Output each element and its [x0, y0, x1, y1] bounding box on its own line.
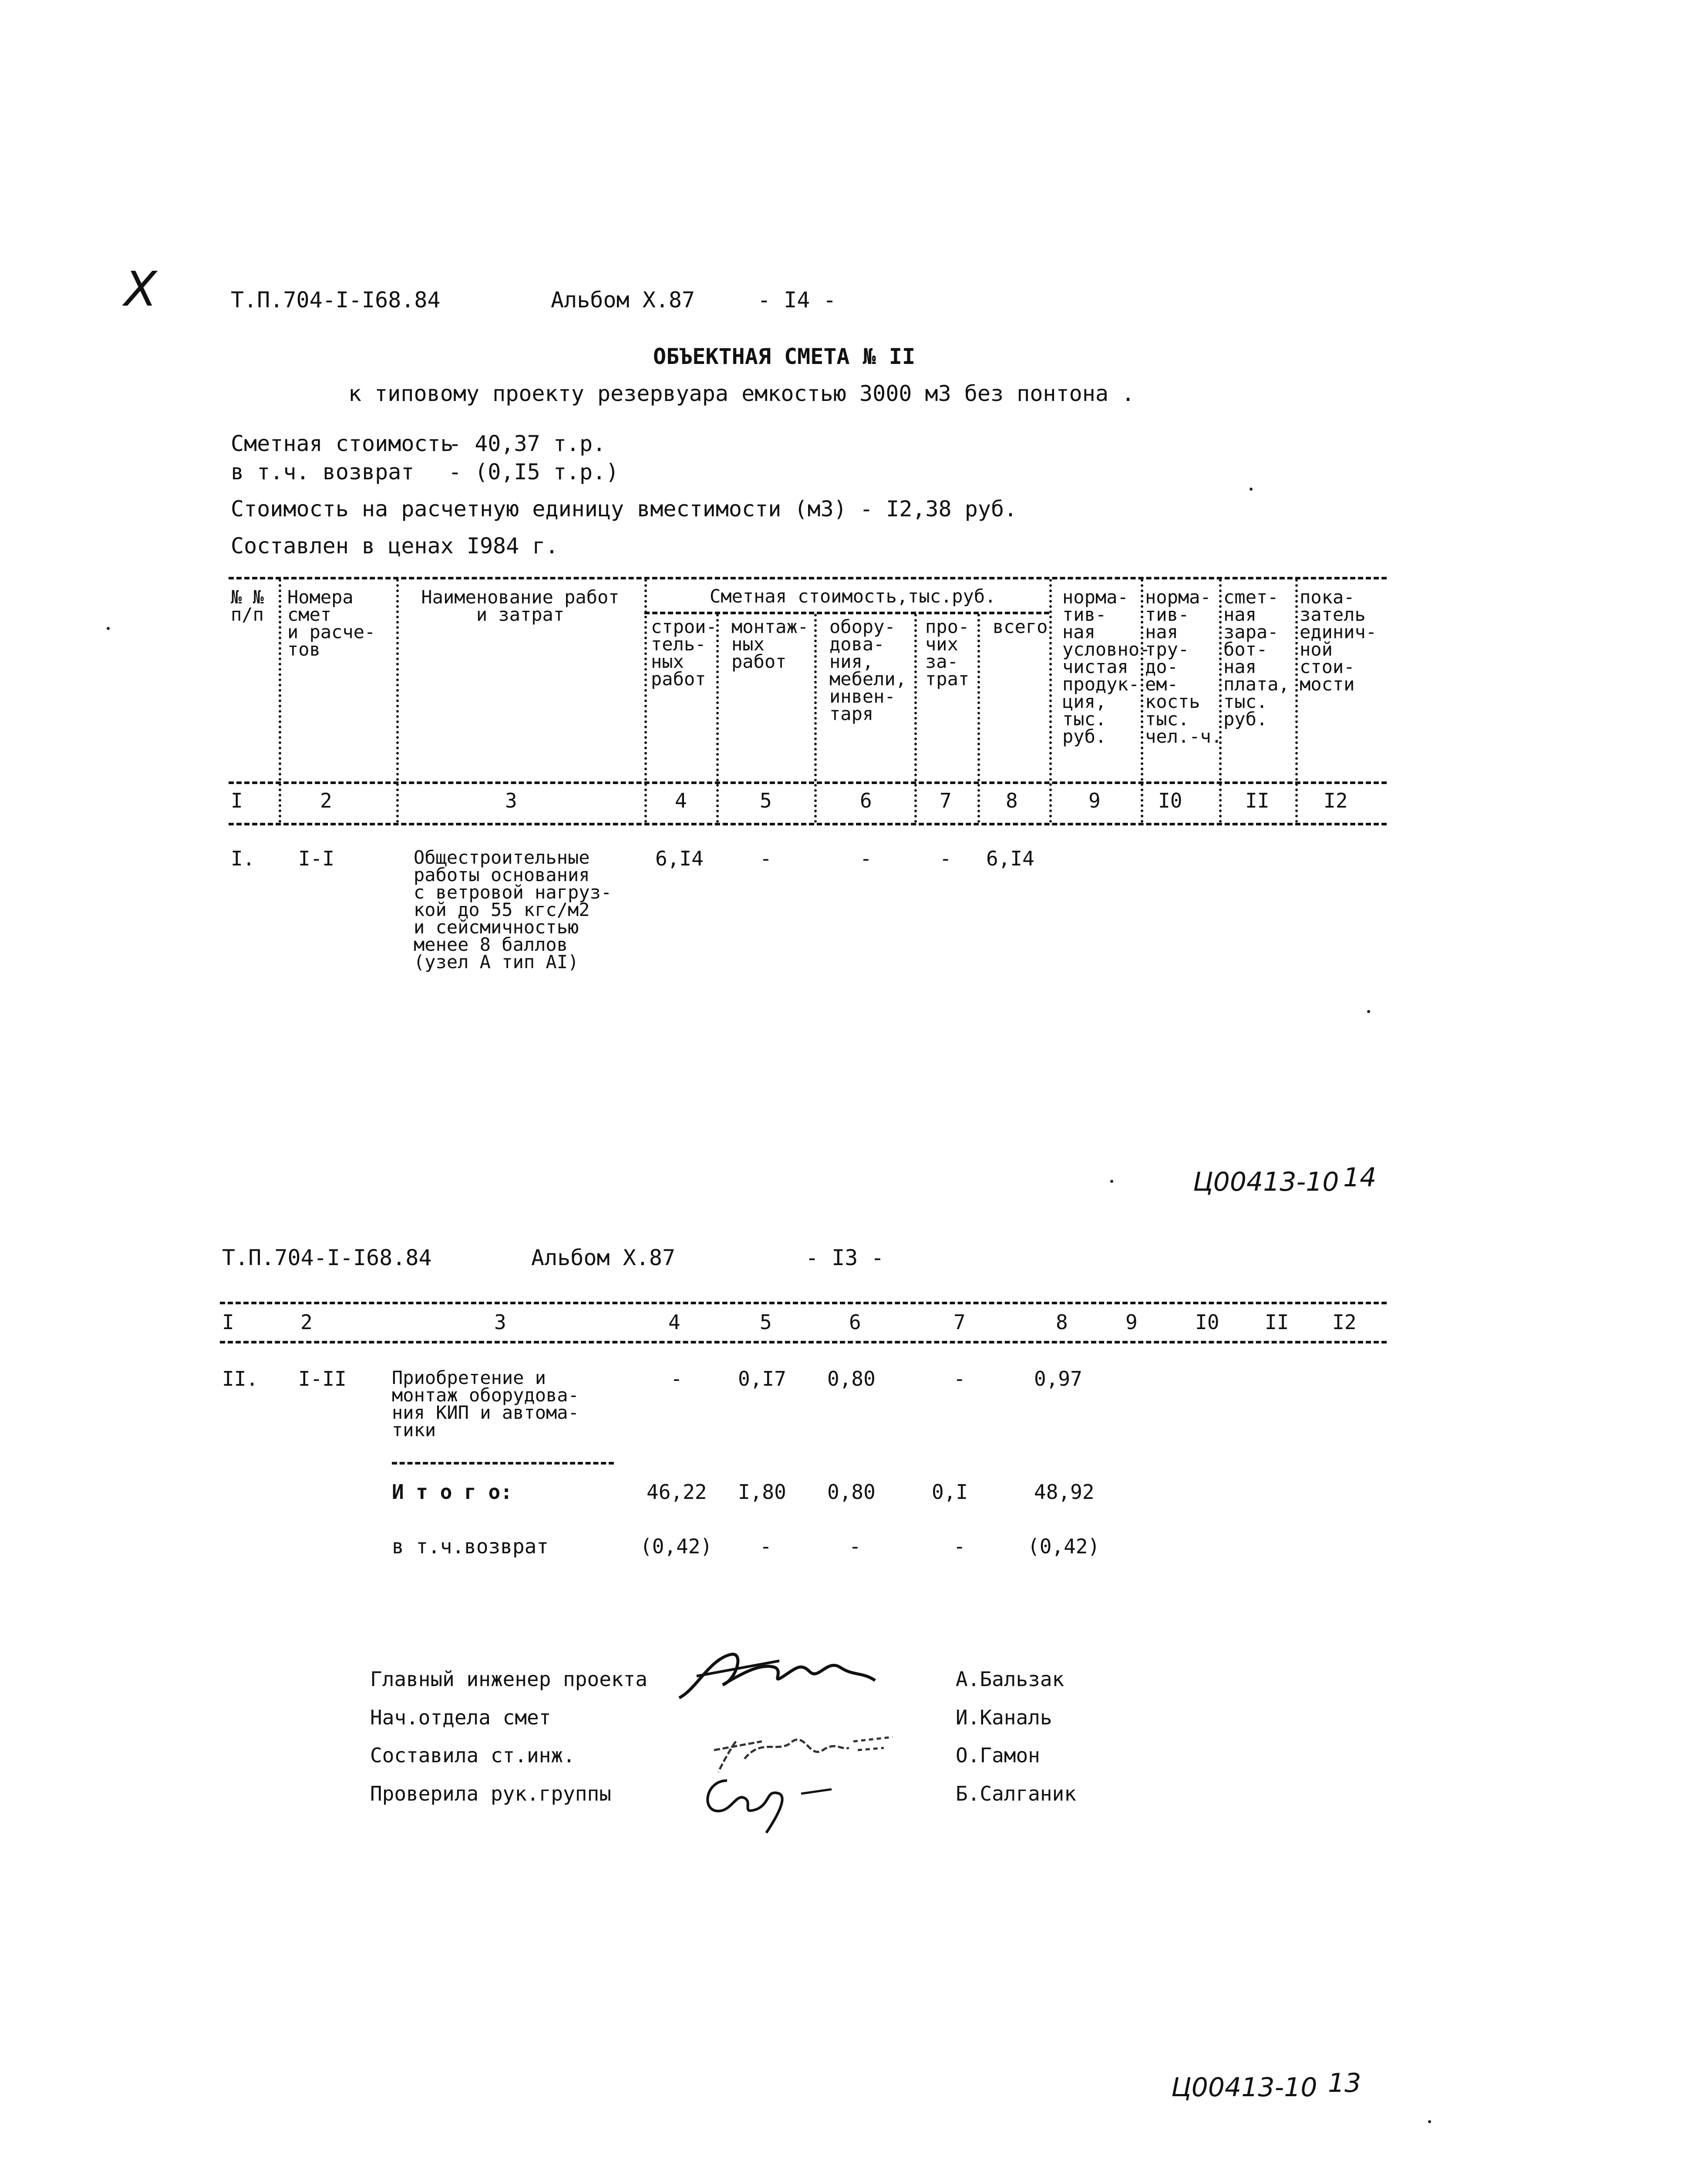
- p1-subtitle: к типовому проекту резервуара емкостью 3000 м3 без понтона .: [348, 381, 1135, 406]
- p2-colnum-12: I2: [1332, 1310, 1357, 1334]
- p2-doc-code: Т.П.704-I-I68.84: [222, 1245, 432, 1270]
- p1-hdr-unit-indicator: пока- затель единич- ной стои- мости: [1300, 586, 1377, 695]
- p2-subtotal-rule: [392, 1462, 614, 1465]
- p1-hdr-wages: сmет- ная зара- бот- ная плата, тыс. руб.: [1223, 586, 1290, 730]
- scan-speck: [1367, 1010, 1370, 1013]
- signature-checker: [697, 1768, 845, 1837]
- p1-return-label: в т.ч. возврат: [231, 459, 414, 485]
- p2-total-construction: 46,22: [647, 1480, 707, 1504]
- p1-row-total: 6,I4: [986, 847, 1034, 870]
- p1-row-equipment: -: [860, 847, 872, 870]
- p1-table-top-rule: [229, 577, 1387, 579]
- p1-album: Альбом X.87: [551, 287, 695, 313]
- p2-row-installation: 0,I7: [738, 1367, 786, 1391]
- p1-colnum-5: 5: [760, 789, 772, 812]
- signature-chief-engineer: [670, 1641, 888, 1711]
- p1-group-rule: [644, 612, 1049, 614]
- p2-total-other: 0,I: [932, 1480, 968, 1504]
- p1-row-construction: 6,I4: [655, 847, 704, 870]
- p1-stamp: Ц00413-10: [1193, 1167, 1339, 1197]
- p1-row-ref: I-I: [298, 847, 335, 870]
- p2-stamp-page: 13: [1328, 2068, 1361, 2098]
- sign-role-checker: Проверила рук.группы: [370, 1782, 611, 1805]
- p1-hdr-construction: строи- тель- ных работ: [651, 616, 717, 690]
- scan-speck: [1110, 1180, 1113, 1183]
- scan-speck: [107, 627, 110, 630]
- p1-hdr-name: Наименование работ и затрат: [421, 586, 620, 625]
- p1-colnum-1: I: [231, 789, 243, 812]
- sign-name-chief-engineer: А.Бальзак: [956, 1667, 1065, 1691]
- p1-vline-5: [814, 614, 817, 823]
- p2-row-ref: I-II: [298, 1367, 347, 1391]
- p2-colnum-6: 6: [849, 1310, 861, 1334]
- p1-row-installation: -: [760, 847, 772, 870]
- p2-colnum-7: 7: [953, 1310, 966, 1334]
- sign-role-compiler: Составила ст.инж.: [370, 1744, 575, 1767]
- sign-role-head-estimates: Нач.отдела смет: [370, 1706, 551, 1729]
- p2-return-installation: -: [760, 1535, 772, 1558]
- p2-colnum-rule-bottom: [220, 1341, 1387, 1343]
- p2-colnum-9: 9: [1125, 1310, 1138, 1334]
- p1-colnum-6: 6: [860, 789, 872, 812]
- p1-stamp-page: 14: [1343, 1162, 1377, 1193]
- p2-row-other: -: [953, 1367, 966, 1391]
- p1-unit-cost: Стоимость на расчетную единицу вместимости (м3) - I2,38 руб.: [231, 496, 1017, 522]
- p2-colnum-10: I0: [1195, 1310, 1220, 1334]
- p2-colnum-4: 4: [668, 1310, 681, 1334]
- p2-return-other: -: [953, 1535, 966, 1558]
- margin-mark: X: [124, 261, 157, 317]
- p2-return-total: (0,42): [1027, 1535, 1100, 1558]
- p1-row-name: Общестроительные работы основания с ветровой нагруз- кой до 55 кгс/м2 и сейсмичностью менее 8 баллов (узел А тип AI): [414, 847, 612, 973]
- sign-name-compiler: О.Гамон: [956, 1744, 1040, 1767]
- p1-hdr-labour: норма- тив- ная тру- до- ем- кость тыс. чел.-ч.: [1145, 586, 1223, 747]
- p2-row-no: II.: [222, 1367, 259, 1391]
- p1-vline-2: [396, 579, 399, 823]
- sign-name-head-estimates: И.Каналь: [956, 1706, 1052, 1729]
- p2-row-name: Приобретение и монтаж оборудова- ния КИП и автома- тики: [392, 1367, 579, 1441]
- p2-row-construction: -: [670, 1367, 683, 1391]
- p1-colnum-10: I0: [1158, 789, 1182, 812]
- scan-speck: [1428, 2120, 1431, 2123]
- p2-colnum-11: II: [1265, 1310, 1289, 1334]
- p2-colnum-2: 2: [300, 1310, 313, 1334]
- p2-return-label: в т.ч.возврат: [392, 1535, 549, 1558]
- p2-row-total: 0,97: [1034, 1367, 1082, 1391]
- p1-colnum-4: 4: [675, 789, 687, 812]
- p1-colnum-9: 9: [1088, 789, 1101, 812]
- p2-total-equipment: 0,80: [827, 1480, 876, 1504]
- p1-prices-year: Составлен в ценах I984 г.: [231, 533, 559, 559]
- p1-row-other: -: [940, 847, 952, 870]
- p1-cost-label: Сметная стоимость: [231, 431, 454, 456]
- p1-vline-6: [914, 614, 917, 823]
- p1-hdr-installation: монтаж- ных работ: [731, 616, 809, 672]
- p1-hdr-equipment: обору- дова- ния, мебели, инвен- таря: [829, 616, 907, 724]
- p1-page-no: - I4 -: [758, 287, 836, 313]
- p1-vline-7: [977, 614, 980, 823]
- p1-hdr-group: Сметная стоимость,тыс.руб.: [710, 586, 996, 607]
- p1-colnum-8: 8: [1006, 789, 1018, 812]
- p1-colnum-2: 2: [320, 789, 332, 812]
- p2-total-installation: I,80: [738, 1480, 786, 1504]
- sign-name-checker: Б.Салганик: [956, 1782, 1076, 1805]
- p2-colnum-3: 3: [494, 1310, 506, 1334]
- p2-total-label: И т о г о:: [392, 1480, 512, 1504]
- p1-hdr-ref: Номера смет и расче- тов: [287, 586, 376, 660]
- p1-colnum-12: I2: [1324, 789, 1348, 812]
- p1-cost-value: - 40,37 т.р.: [448, 431, 606, 456]
- p2-colnum-8: 8: [1056, 1310, 1068, 1334]
- p1-vline-1: [279, 579, 281, 823]
- p2-colnum-5: 5: [760, 1310, 772, 1334]
- p2-stamp: Ц00413-10: [1171, 2072, 1317, 2103]
- scan-speck: [1250, 488, 1253, 491]
- p1-vline-8: [1049, 579, 1052, 823]
- p1-return-value: - (0,I5 т.р.): [448, 459, 619, 485]
- p1-doc-code: Т.П.704-I-I68.84: [231, 287, 441, 313]
- p1-vline-11: [1295, 579, 1298, 823]
- p1-colnum-11: II: [1245, 789, 1270, 812]
- p2-row-equipment: 0,80: [827, 1367, 876, 1391]
- p2-album: Альбом X.87: [531, 1245, 676, 1270]
- p1-colnum-rule-top: [229, 781, 1387, 784]
- sign-role-chief-engineer: Главный инженер проекта: [370, 1667, 647, 1691]
- p1-hdr-net-product: норма- тив- ная условно- чистая продук- ция, тыс. руб.: [1062, 586, 1151, 747]
- p1-colnum-rule-bottom: [229, 823, 1387, 825]
- p2-return-construction: (0,42): [640, 1535, 713, 1558]
- p1-title: ОБЪЕКТНАЯ СМЕТА № II: [653, 344, 916, 369]
- p1-vline-3: [644, 579, 647, 823]
- p1-hdr-other: про- чих за- трат: [925, 616, 970, 690]
- p2-colnum-rule-top: [220, 1302, 1387, 1304]
- p2-return-equipment: -: [849, 1535, 861, 1558]
- p2-page-no: - I3 -: [805, 1245, 884, 1270]
- p2-colnum-1: I: [222, 1310, 234, 1334]
- p1-hdr-no: № № п/п: [231, 586, 264, 625]
- p1-colnum-3: 3: [505, 789, 517, 812]
- p1-hdr-total: всего: [993, 616, 1048, 637]
- p1-colnum-7: 7: [940, 789, 952, 812]
- p2-total-total: 48,92: [1034, 1480, 1095, 1504]
- p1-row-no: I.: [231, 847, 255, 870]
